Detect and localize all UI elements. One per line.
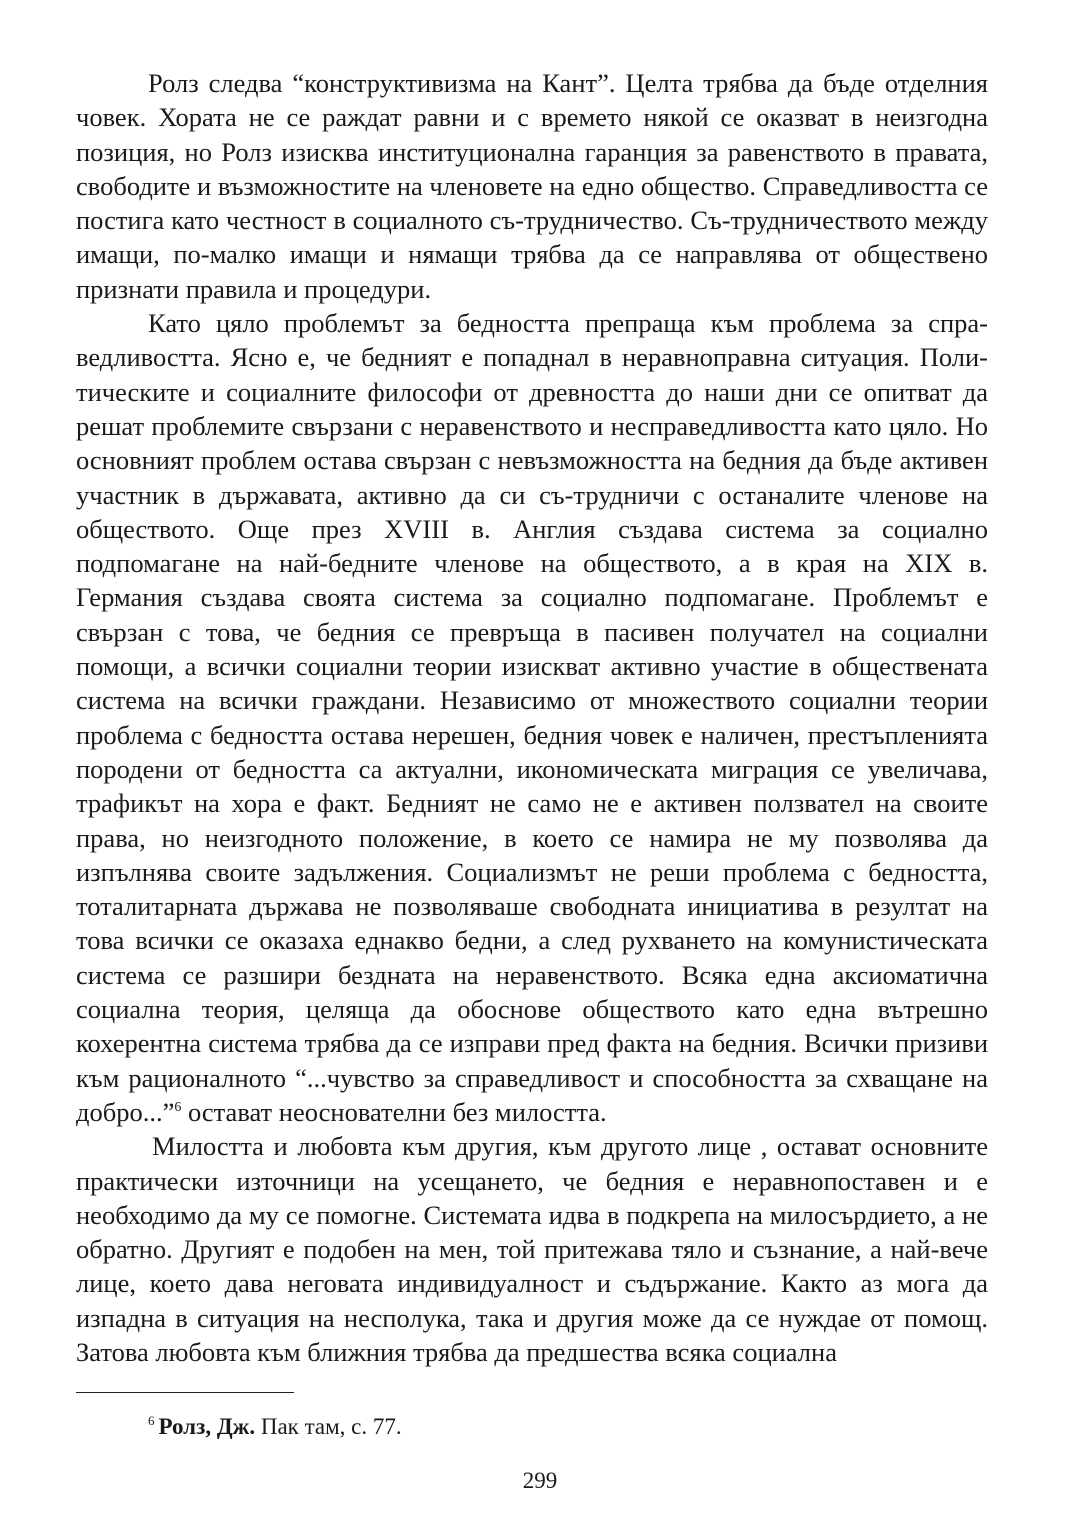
page-body — [76, 66, 988, 1369]
paragraph-1: Ролз следва “конструктивизма на Кант”. Целта трябва да бъде отделния човек. Хората не се раждат равни и с времето някой се оказват в неизгодна позиция, но Ролз изисква институционална гаранция за равенството в правата, свободите и възможностите на членовете на едно общество. Справедливостта се постига като честност в социалното съ-трудничество. Съ-трудничеството между имащи, по-малко имащи и нямащи трябва да се направлява от обществено признати правила и процедури. — [76, 68, 988, 304]
paragraph-3: Милостта и любовта към другия, към другото лице , остават основните практически източници на усещането, че бедния е неравнопоставен и е необходимо да му се помогне. Системата идва в подкрепа на милосърдието, а не обратно. Другият е подобен на мен, той притежава тяло и съзнание, а най-вече лице, което дава неговата индивидуалност и съдържание. Както аз мога да изпадна в ситуация на несполука, така и другия може да се нуждае от помощ. Затова любовта към ближния трябва да предшества всяка социална — [76, 1131, 988, 1367]
paragraph-2 — [76, 306, 988, 1129]
page-number: 299 — [522, 1468, 558, 1493]
paragraph-2-text: Като цяло проблемът за бедността препраща към проблема за справедливостта. Ясно е, че бедният е попаднал в неравноправна ситуация. Политическите и социалните философи от древността до наши дни се опитват да решат проблемите свързани с неравенството и несправедливостта като цяло. Но основният проблем остава свързан с невъзможността на бедния да бъде активен участник в държавата, активно да си съ-трудничи с останалите членове на обществото. Още през XVIII в. Англия създава система за социално подпомагане на най-бедните членове на обществото, а в края на XIX в. Германия създава своята система за социално подпомагане. Проблемът е свързан с това, че бедния се превръща в пасивен получател на социални помощи, а всички социални теории изискват активно участие в обществената система на всички граждани. Независимо от множеството социални теории проблема с бедността остава нерешен, бедния човек е наличен, престъпленията породени от бедността са актуални, икономическата миграция се увеличава, трафикът на хора е факт. Бедният не само не е активен ползвател на своите права, но неизгодното положение, в което се намира не му позволява да изпълнява своите задължения. Социализмът не реши проблема с бедността, тоталитарната държава не позволяваше свободната инициатива в резултат на това всички се оказаха еднакво бедни, а след рухването на комунистическата система се разшири бездната на неравенството. Всяка една аксиоматична социална теория, целяща да обоснове обществото като една вътрешно кохерентна система трябва да се изправи пред факта на бедния. Всички призиви към рационалното “...чувство за справедливост и способността за схващане на добро...” — [76, 308, 988, 1127]
footnote-number: 6 — [148, 1413, 155, 1429]
footnote-reference[interactable]: 6 — [174, 1100, 182, 1116]
paragraph-2-tail: остават неоснователни без милостта. — [181, 1096, 607, 1127]
footnote-text: Пак там, с. 77. — [255, 1414, 402, 1439]
footnote-divider — [76, 1392, 294, 1393]
footnote-author: Ролз, Дж. — [158, 1414, 256, 1439]
footnote — [148, 1412, 402, 1442]
